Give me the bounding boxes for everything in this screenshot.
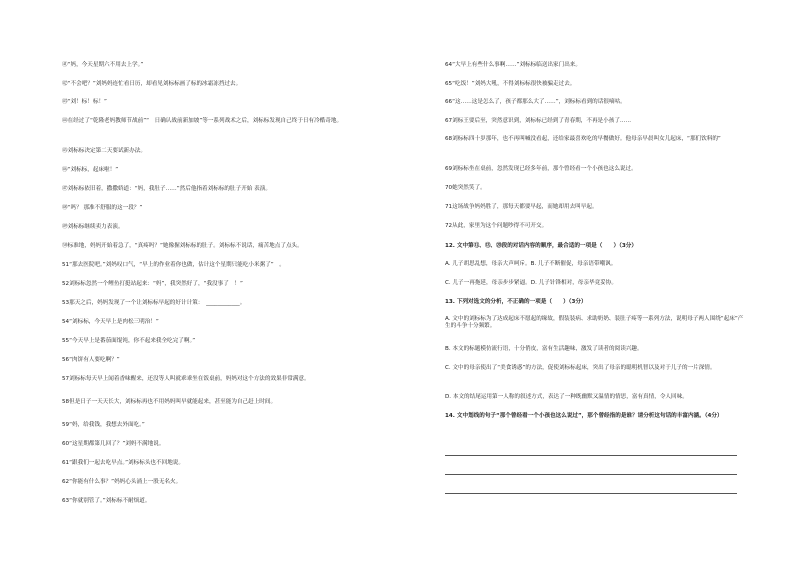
- paragraph: ㊾刘标标继续卖力表演。: [62, 224, 124, 230]
- paragraph: 61“跟我们一起去吃早点。”刘标标头也不回地说。: [62, 460, 184, 466]
- paragraph: 57刘标标每天早上闻着香味醒来，还没等人叫就乖乖坐在饭桌前，妈妈对这个方法的效果非常满意。: [62, 376, 310, 382]
- answer-line: [445, 455, 737, 456]
- answer-line: [445, 493, 737, 494]
- paragraph: 56“肉饼有人要吃啊？”: [62, 357, 120, 363]
- paragraph: 58但是日子一天天长大，刘标标再也不用妈妈叫早就能起来，甚至能为自己赶上时间。: [62, 399, 277, 405]
- paragraph: 55“今天早上是番茄面馄饨，你不起来我全吃完了啊。”: [62, 338, 196, 344]
- paragraph: ㊸“刘！标！标！”: [62, 99, 107, 105]
- paragraph: 53那天之后，妈妈发现了一个让刘标标早起的好计计策： ____________。: [62, 300, 246, 306]
- paragraph: ㊿标准地，妈妈开始着急了，“真疼吗？”她像握刘标标的肚子。刘标标不说话，痛苦地点了点头。: [62, 243, 303, 249]
- paragraph: ㊽“吗？ 那准不舒服的这一段？”: [62, 205, 143, 211]
- paragraph: 69刘标标坐在桌前，忽然发现已经多年前，那个曾经看一个小孩也这么说过。: [445, 166, 637, 172]
- answer-line: [445, 474, 737, 475]
- paragraph: 66“这……这是怎么了，孩子都那么大了……”，刘标标看到的话很嘀咕。: [445, 99, 626, 105]
- paragraph: ㊺刘标标决定第二天要试新办法。: [62, 148, 146, 154]
- option-a: A. 文中的刘标标为了达成起床不愿起的缘故，假装装病、求助奶奶、装肚子疼等一系列方法，说明母子两人围绕“起床”产生的斗争十分频繁。: [445, 316, 744, 329]
- paragraph: 51“那去医院吧。”刘妈叹口气，“早上的作业着你也做，估计这个星期只能吃小米粥了” 。: [62, 262, 285, 268]
- paragraph: 72从此，家里为这个问题吵得不可开交。: [445, 223, 548, 229]
- option-line: A. 儿子胡思乱想，母亲大声呵斥。B. 儿子不断催促，母亲语带嘲讽。: [445, 261, 617, 267]
- paragraph: 65“吃饭！”刘妈大吼，不得刘标标很快被骗走过去。: [445, 81, 576, 87]
- paragraph: ㊼刘标标依旧着，撒撒娇道：“妈，我肚子……”然后他指着刘标标的肚子开始 表演。: [62, 186, 271, 192]
- paragraph: 64“大早上有些什么事啊……”刘标标临送出家门出来。: [445, 62, 581, 68]
- paragraph: 63“你就别管了。”刘标标不耐烦道。: [62, 498, 151, 504]
- option-b: B. 本文的标题模仿流行语，十分俏皮，富有生活趣味，激发了读者的阅读兴趣。: [445, 346, 643, 352]
- paragraph: 68刘标标四十岁那年，也不再叫喊没看起，还给家最喜欢吃的早餐做好。他母亲早晨叫女儿起床，“那们饮料的”: [445, 136, 721, 142]
- option-d: D. 本文的结尾运用第一人称的叙述方式，表达了一种既幽默又温情的情思，富有真情，令人回味。: [445, 394, 688, 400]
- option-c: C. 文中的母亲使出了“美食诱惑”的方法，促使刘标标起床，突出了母亲的聪明机智以及对于儿子的一片深情。: [445, 365, 716, 371]
- paragraph: ㊷“不会吧？”刘妈妈连忙看日历，却看见刘标标画了标的冰霜冻挡过去。: [62, 81, 242, 87]
- paragraph: ㊶“妈，今天星期六不用去上学。”: [62, 62, 144, 68]
- paragraph: ㊻“刘标标，起床啦！”: [62, 167, 119, 173]
- paragraph: 62“你能有什么事？”妈妈心头涌上一股无名火。: [62, 479, 182, 485]
- question-13: 13. 下列对选文的分析，不正确的一项是（ ）（3分）: [445, 299, 587, 305]
- paragraph: 67刘标王要后至，突然意识到，刘标标已经到了青春期，不再是小孩了……: [445, 118, 632, 124]
- paragraph: 71这场战争妈妈胜了，那每天都要早起，而她却用去叫早起。: [445, 204, 598, 210]
- option-line: C. 儿子一再拖延，母亲步步紧逼。D. 儿子针锋相对，母亲毕竟妥协。: [445, 280, 617, 286]
- paragraph: 70她突然笑了。: [445, 185, 486, 191]
- question-12: 12. 文中第⑪、⑬、⑳段的对话内容的顺序，最合适的一项是（ ）（3分）: [445, 243, 637, 249]
- paragraph: 54“刘标标，今天早上是肉松三明治！”: [62, 319, 159, 325]
- paragraph: 60“这星期都第几回了？”刘妈不满地说。: [62, 441, 165, 447]
- paragraph: 52刘标标忽然一个鲤鱼打挺站起来：“妈”，我突然好了，“我没事了 ！”: [62, 281, 243, 287]
- question-14: 14. 文中划线的句子“那个曾经看一个小孩也这么说过”，那个曾经指的是谁？请分析这句话的丰富内涵。（4分）: [445, 413, 723, 419]
- paragraph: ㊹在经过了“乾隆老妈教师节战前”“ 日确认战前新加坡”等一系列战术之后，刘标标发现自己终于日有冷酷奇地。: [62, 118, 343, 124]
- paragraph: 59“妈，给我钱，我想去外面吃。”: [62, 422, 145, 428]
